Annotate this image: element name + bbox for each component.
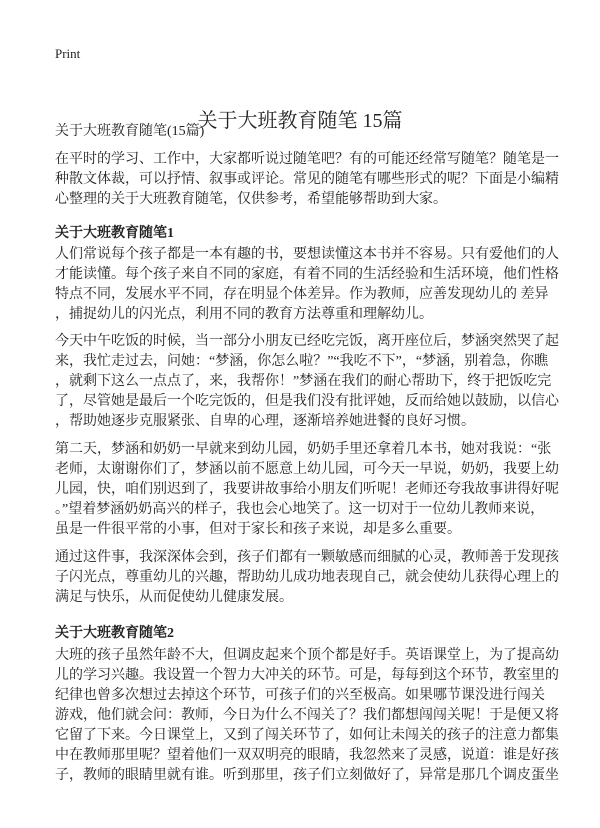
paragraph <box>55 440 559 540</box>
text-line: 游戏，他们就会问：教师，今日为什么不闯关了？我们都想闯闯关呢！于是便又将 <box>55 708 559 723</box>
text-line: 。”望着梦涵奶奶高兴的样子，我也会心地笑了。这一切对于一位幼儿教师来说， <box>55 502 545 517</box>
text-line: 子闪光点，尊重幼儿的兴趣，帮助幼儿成功地表现自己，就会使幼儿获得心理上的 <box>55 570 559 585</box>
paragraph <box>55 245 559 325</box>
paragraph <box>55 548 559 608</box>
section-heading: 关于大班教育随笔1 <box>55 226 174 241</box>
document-subtitle: 关于大班教育随笔(15篇) <box>55 124 205 139</box>
intro-paragraph <box>55 150 559 210</box>
text-line: 它留了下来。今日课堂上，又到了闯关环节了，如何让未闯关的孩子的注意力都集 <box>55 728 559 743</box>
section-heading: 关于大班教育随笔2 <box>55 626 174 641</box>
text-line: 中在教师那里呢？望着他们一双双明亮的眼睛，我忽然来了灵感，说道：谁是好孩 <box>55 748 559 763</box>
text-line: ，帮助她逐步克服紧张、自卑的心理，逐渐培养她进餐的良好习惯。 <box>55 414 475 429</box>
paragraph <box>55 646 559 786</box>
text-line: 才能读懂。每个孩子来自不同的家庭，有着不同的生活经验和生活环境，他们性格 <box>55 267 559 282</box>
text-line: 虽是一件很平常的小事，但对于家长和孩子来说，却是多么重要。 <box>55 522 461 537</box>
text-line: 第二天，梦涵和奶奶一早就来到幼儿园，奶奶手里还拿着几本书，她对我说：“张 <box>55 442 552 457</box>
text-line: ，捕捉幼儿的闪光点，利用不同的教育方法尊重和理解幼儿。 <box>55 307 433 322</box>
page-title: 关于大班教育随笔 15篇 <box>197 110 403 132</box>
text-line: 满足与快乐，从而促使幼儿健康发展。 <box>55 590 293 605</box>
paragraph <box>55 332 559 432</box>
text-line: 儿园，快，咱们别迟到了，我要讲故事给小朋友们听呢！老师还夸我故事讲得好呢 <box>55 482 559 497</box>
text-line: 儿的学习兴趣。我设置一个智力大冲关的环节。可是，每每到这个环节，教室里的 <box>55 668 559 683</box>
text-line: 子，教师的眼睛里就有谁。听到那里，孩子们立刻做好了，异常是那几个调皮蛋坐 <box>55 768 559 783</box>
text-line: 来，我忙走过去，问她：“梦涵，你怎么啦？”“我吃不下”，“梦涵，别着急，你瞧 <box>55 354 549 369</box>
text-line: 特点不同，发展水平不同，存在明显个体差异。作为教师，应善发现幼儿的 差异 <box>55 287 549 302</box>
text-line: 通过这件事，我深深体会到，孩子们都有一颗敏感而细腻的心灵，教师善于发现孩 <box>55 550 559 565</box>
text-line: 老师，太谢谢你们了，梦涵以前不愿意上幼儿园，可今天一早说，奶奶，我要上幼 <box>55 462 559 477</box>
text-line: 种散文体裁，可以抒情、叙事或评论。常见的随笔有哪些形式的呢？下面是小编精 <box>55 172 559 187</box>
text-line: 今天中午吃饭的时候，当一部分小朋友已经吃完饭，离开座位后，梦涵突然哭了起 <box>55 334 559 349</box>
text-line: 心整理的关于大班教育随笔，仅供参考，希望能够帮助到大家。 <box>55 192 447 207</box>
text-line: 大班的孩子虽然年龄不大，但调皮起来个顶个都是好手。英语课堂上，为了提高幼 <box>55 648 559 663</box>
text-line: 了，尽管她是最后一个吃完饭的，但是我们没有批评她，反而给她以鼓励，以信心 <box>55 394 559 409</box>
text-line: 在平时的学习、工作中，大家都听说过随笔吧？有的可能还经常写随笔？随笔是一 <box>55 152 559 167</box>
text-line: 纪律也曾多次想过去掉这个环节，可孩子们的兴至极高。如果哪节课没进行闯关 <box>55 688 545 703</box>
print-link[interactable]: Print <box>55 46 81 61</box>
text-line: ，就剩下这么一点点了，来，我帮你！”梦涵在我们的耐心帮助下，终于把饭吃完 <box>55 374 552 389</box>
text-line: 人们常说每个孩子都是一本有趣的书，要想读懂这本书并不容易。只有爱他们的人 <box>55 247 559 262</box>
